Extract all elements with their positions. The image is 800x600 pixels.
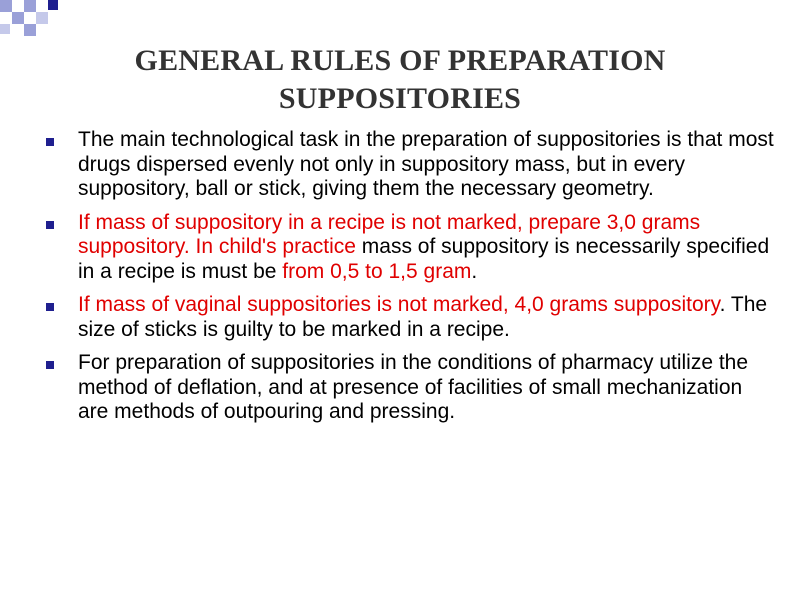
bullet-item-vaginal-suppositories — [44, 293, 774, 342]
bullet-text-end: . — [471, 259, 478, 283]
highlighted-text: If mass of vaginal suppositories is not marked, 4,0 grams suppository — [78, 293, 720, 316]
bullet-text: mass of suppository is necessarily specified in a recipe is must be — [78, 235, 770, 283]
bullet-text: . The size of sticks is guilty to be marked in a recipe. — [78, 293, 768, 341]
bullet-item-mass-not-marked — [44, 211, 774, 285]
bullet-list — [44, 128, 774, 434]
highlighted-text: If mass of suppository in a recipe is not marked, prepare 3,0 grams suppository. — [78, 210, 701, 258]
bullet-square-icon — [46, 303, 54, 311]
highlighted-text: from 0,5 to 1,5 gram — [282, 259, 472, 283]
bullet-square-icon — [46, 138, 54, 146]
bullet-square-icon — [46, 221, 54, 229]
highlighted-text: In child's practice — [195, 235, 356, 258]
bullet-text: The main technological task in the preparation of suppositories is that most drugs dispersed evenly not only in suppository mass, but in every suppository, ball or stick, giving them the necessary geometry. — [78, 128, 774, 200]
bullet-item-preparation-methods — [44, 351, 774, 425]
bullet-text: For preparation of suppositories in the conditions of pharmacy utilize the method of deflation, and at presence of facilities of small mechanization are methods of outpouring and pressing. — [78, 351, 749, 423]
title-line-1: GENERAL RULES OF PREPARATION — [134, 44, 666, 77]
bullet-item-technological-task — [44, 128, 774, 202]
title-line-2: SUPPOSITORIES — [278, 82, 522, 115]
slide-title — [60, 42, 740, 118]
bullet-square-icon — [46, 361, 54, 369]
